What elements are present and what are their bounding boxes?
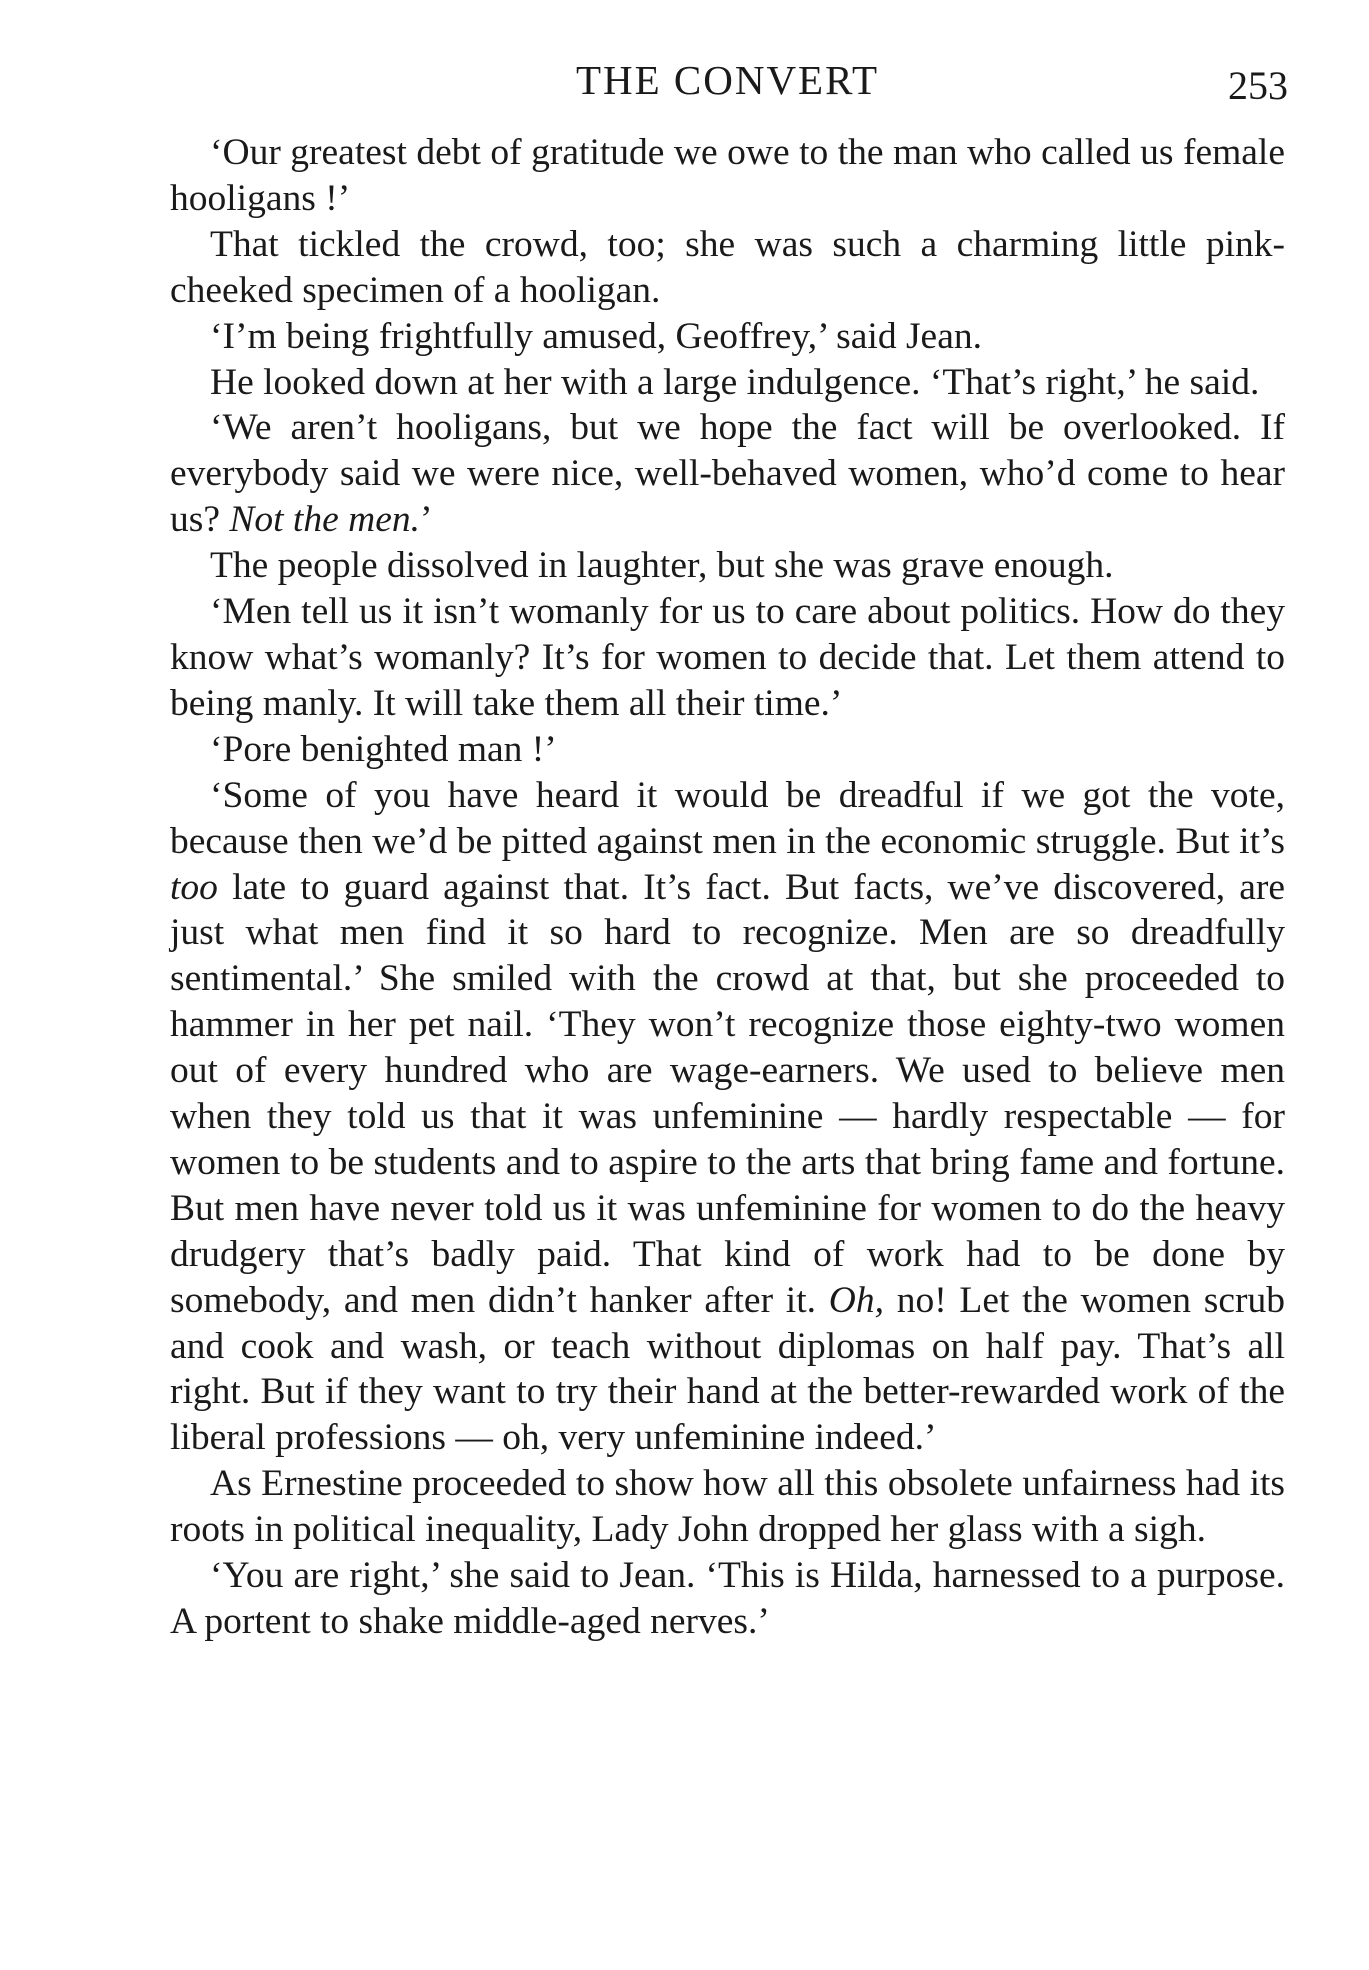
paragraph-text: ‘We aren’t hooligans, but we hope the fact will be overlooked. If everybody said we were nice, well-behaved women, who’d come to hear us? (170, 407, 1285, 541)
paragraph: ‘Our greatest debt of gratitude we owe to the man who called us female hooligans !’ (170, 132, 1285, 219)
paragraph: ‘Pore benighted man !’ (210, 728, 557, 770)
paragraph-text: no! Let the women scrub and cook and wash, or teach without diplomas on half pay. That’s all right. But if they want to try their hand at the better-rewarded work of the liberal professions — oh, very unfeminine indeed.’ (170, 1279, 1286, 1459)
paragraph: ‘I’m being frightfully amused, Geoffrey,’ said Jean. (210, 315, 982, 357)
italic-word: Oh, (828, 1279, 884, 1321)
paragraph: ‘Men tell us it isn’t womanly for us to care about politics. How do they know what’s womanly? It’s for women to decide that. Let them attend to being manly. It will take them all their time.’ (170, 591, 1285, 724)
italic-word: too (170, 866, 218, 908)
book-page (170, 0, 1288, 1645)
paragraph-text: late to guard against that. It’s fact. But facts, we’ve discovered, are just what men find it so hard to recognize. Men are so dreadfully sentimental.’ She smiled with the crowd at that, but she proceeded to hammer in her pet nail. ‘They won’t recognize those eighty-two women out of every hundred who are wage-earners. We used to believe men when they told us that it was unfeminine — hardly respectable — for women to be students and to aspire to the arts that bring fame and fortune. But men have never told us it was unfeminine for women to do the heavy drudgery that’s badly paid. That kind of work had to be done by somebody, and men didn’t hanker after it. (170, 866, 1286, 1321)
paragraph-text: ‘Some of you have heard it would be dreadful if we got the vote, because then we’d be pitted against men in the economic struggle. But it’s (170, 774, 1285, 862)
paragraph: The people dissolved in laughter, but she was grave enough. (210, 545, 1114, 587)
paragraph: He looked down at her with a large indulgence. ‘That’s right,’ he said. (210, 361, 1260, 403)
running-head (170, 0, 1288, 130)
running-title: THE CONVERT (575, 57, 880, 103)
italic-phrase: Not the men. (229, 499, 420, 541)
body-text (170, 130, 1285, 1645)
closing-quote: ’ (419, 499, 433, 541)
paragraph: As Ernestine proceeded to show how all this obsolete unfairness had its roots in political inequality, Lady John dropped her glass with a sigh. (170, 1463, 1285, 1551)
paragraph: That tickled the crowd, too; she was such a charming little pink-cheeked specimen of a hooligan. (170, 223, 1285, 311)
paragraph: ‘You are right,’ she said to Jean. ‘This is Hilda, harnessed to a purpose. A portent to shake middle-aged nerves.’ (170, 1555, 1285, 1642)
paragraph (170, 405, 1285, 543)
page-number: 253 (1228, 63, 1288, 108)
paragraph (170, 773, 1285, 1462)
